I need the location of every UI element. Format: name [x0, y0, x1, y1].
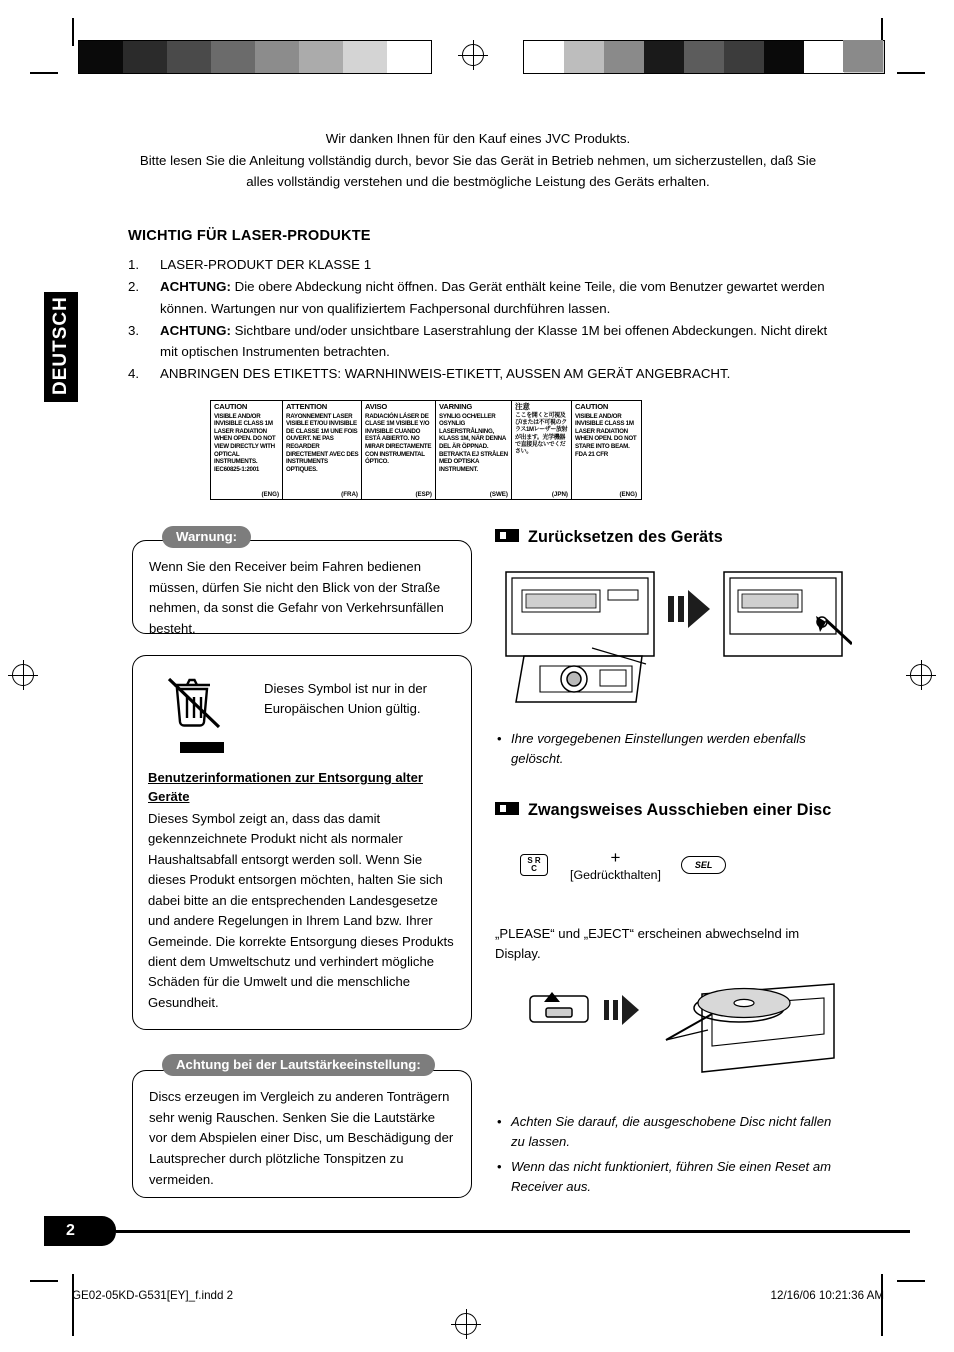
eject-illustration [516, 970, 846, 1090]
caution-cell-title: CAUTION [214, 402, 248, 411]
laser-item-text: Sichtbare und/oder unsichtbare Laserstrahlung der Klasse 1M bei offenen Abdeckungen. Nicht direkt mit optischen Instrumenten betrachten. [160, 322, 828, 360]
caution-cell-lang: (ENG) [619, 491, 637, 498]
intro-text [128, 128, 828, 193]
caution-cell-body: RAYONNEMENT LASER VISIBLE ET/OU INVISIBLE DE CLASSE 1M UNE FOIS OUVERT. NE PAS REGARDER DIRECTEMENT AVEC DES INSTRUMENTS OPTIQUES. [286, 412, 359, 473]
laser-item-bold: ACHTUNG: [160, 279, 231, 295]
eject-display-note: „PLEASE“ und „EJECT“ erscheinen abwechselnd im Display. [495, 926, 800, 962]
page-edge-line-left [72, 1274, 74, 1336]
caution-cell-jpn [512, 401, 572, 499]
caution-cell-title: VARNING [439, 402, 473, 411]
laser-item-number: 2. [128, 279, 140, 295]
caution-cell-body: RADIACIÓN LÁSER DE CLASE 1M VISIBLE Y/O INVISIBLE CUANDO ESTÁ ABIERTO. NO MIRAR DIRECTAMENTE CON INSTRUMENTAL ÓPTICO. [365, 412, 432, 466]
laser-section-heading: WICHTIG FÜR LASER-PRODUKTE [128, 228, 371, 244]
caution-cell-body: SYNLIG OCH/ELLER OSYNLIG LASERSTRÅLNING, KLASS 1M, NÄR DENNA DEL ÄR ÖPPNAD. BETRAKTA EJ STRÅLEN MED OPTISKA INSTRUMENT. [439, 412, 508, 473]
laser-list-item-3 [128, 320, 828, 363]
crop-mark-tl-h [30, 72, 58, 74]
intro-line-1: Wir danken Ihnen für den Kauf eines JVC Produkts. [325, 131, 631, 146]
eject-key-combo [520, 848, 840, 882]
warning-box [132, 540, 472, 637]
registration-mark-top [462, 44, 484, 66]
laser-item-text: ANBRINGEN DES ETIKETTS: WARNHINWEIS-ETIKETT, AUSSEN AM GERÄT ANGEBRACHT. [160, 366, 731, 382]
intro-line-3: alles vollständig verstehen und die bestmögliche Leistung des Geräts erhalten. [246, 174, 710, 190]
caution-cell-body: VISIBLE AND/OR INVISIBLE CLASS 1M LASER RADIATION WHEN OPEN. DO NOT VIEW DIRECTLY WITH OPTICAL INSTRUMENTS. IEC60825-1:2001 [214, 412, 276, 473]
laser-item-text: Die obere Abdeckung nicht öffnen. Das Gerät enthält keine Teile, die vom Benutzer gewartet werden können. Wartungen nur von qualifiziertem Fachpersonal durchführen lassen. [160, 279, 825, 316]
laser-list [128, 254, 828, 386]
registration-mark-right [910, 664, 932, 686]
crossed-out-wheelie-bin-icon [163, 671, 225, 733]
caution-cell-title: 注意 [515, 402, 530, 411]
caution-cell-body: ここを開くと可視及び/または不可視のクラス1Mレーザー放射が出ます。光学機器で直接見ないでください。 [515, 412, 568, 456]
laser-item-number: 4. [128, 366, 140, 382]
eject-bullet-1: • Achten Sie darauf, die ausgeschobene Disc nicht fallen zu lassen. [495, 1112, 835, 1153]
caution-cell-title: ATTENTION [286, 402, 328, 411]
eject-bullet-2: • Wenn das nicht funktioniert, führen Sie einen Reset am Receiver aus. [495, 1157, 835, 1198]
section-marker-icon [495, 529, 519, 542]
laser-item-bold: ACHTUNG: [160, 322, 231, 338]
intro-line-2: Bitte lesen Sie die Anleitung vollständig durch, bevor Sie das Gerät in Betrieb nehmen, um sicherzustellen, daß Sie [139, 152, 817, 168]
caution-cell-lang: (FRA) [341, 491, 358, 498]
registration-mark-left [12, 664, 34, 686]
crop-mark-br-h [897, 1280, 925, 1282]
laser-list-item-4 [128, 363, 828, 384]
reset-heading [495, 528, 723, 547]
caution-cell-lang: (SWE) [489, 491, 508, 498]
disposal-bar-icon [180, 742, 224, 753]
caution-cell-esp [362, 401, 436, 499]
language-tab [44, 292, 78, 402]
crop-mark-tr-h [897, 72, 925, 74]
page-number: 2 [44, 1216, 116, 1246]
caution-cell-title: AVISO [365, 402, 388, 411]
plus-sign: + [610, 848, 621, 867]
footer-timestamp: 12/16/06 10:21:36 AM [770, 1289, 884, 1302]
caution-cell-lang: (ENG) [261, 491, 279, 498]
laser-item-text: LASER-PRODUKT DER KLASSE 1 [160, 257, 372, 272]
reset-bullet-1: • Ihre vorgegebenen Einstellungen werden ebenfalls gelöscht. [495, 729, 835, 770]
caution-cell-lang: (ESP) [415, 491, 432, 498]
caution-cell-body: VISIBLE AND/OR INVISIBLE CLASS 1M LASER RADIATION WHEN OPEN. DO NOT STARE INTO BEAM. FDA 21 CFR [575, 412, 637, 458]
caution-cell-eng [211, 401, 283, 499]
language-tab-label: DEUTSCH [50, 296, 71, 395]
caution-label-graphic [210, 400, 642, 500]
disposal-heading: Benutzerinformationen zur Entsorgung alter Geräte [148, 770, 423, 804]
page-edge-line-right [881, 1274, 883, 1336]
registration-mark-bottom [455, 1313, 477, 1335]
footer-rule [116, 1230, 910, 1233]
crop-mark-bl-h [30, 1280, 58, 1282]
volume-caution-tag: Achtung bei der Lautstärkeeinstellung: [162, 1054, 435, 1076]
laser-item-number: 1. [128, 257, 140, 272]
color-bar-right [523, 40, 885, 74]
color-bar-right-tail [843, 40, 883, 72]
eject-heading-label: Zwangsweises Ausschieben einer Disc [528, 801, 832, 819]
reset-bullets [495, 729, 835, 774]
disposal-body: Dieses Symbol zeigt an, dass das damit gekennzeichnete Produkt nicht als normaler Haushaltsabfall entsorgt werden soll. Wenn Sie dieses Produkt entsorgen möchten, halten Sie sich dabei bitte an die entsprechenden Landesgesetze und andere Regelungen in Ihrem Land bzw. Ihrer Gemeinde. Die korrekte Entsorgung dieses Produkts dient dem Umweltschutz und verhindert mögliche Schäden für die Umwelt und die menschliche Gesundheit. [148, 811, 454, 1010]
src-button-icon[interactable]: S R C [520, 854, 548, 876]
laser-list-item-1 [128, 254, 828, 275]
reset-heading-label: Zurücksetzen des Geräts [528, 528, 723, 546]
caution-cell-fra [283, 401, 362, 499]
disposal-symbol-note: Dieses Symbol ist nur in der Europäischen Union gültig. [264, 681, 428, 717]
volume-caution-box [132, 1070, 472, 1198]
eject-bullets [495, 1112, 835, 1201]
laser-item-number: 3. [128, 322, 140, 338]
footer-filename: GE02-05KD-G531[EY]_f.indd 2 [72, 1289, 234, 1302]
caution-cell-lang: (JPN) [551, 491, 568, 498]
warning-text: Wenn Sie den Receiver beim Fahren bedienen müssen, dürfen Sie nicht den Blick von der Straße nehmen, da sonst die Gefahr von Verkehrsunfällen besteht. [149, 559, 444, 637]
eject-heading [495, 801, 831, 820]
warning-tag: Warnung: [162, 526, 251, 548]
sel-button-icon[interactable]: SEL [681, 856, 727, 874]
crop-mark-tl-v [72, 18, 74, 46]
caution-cell-title: CAUTION [575, 402, 609, 411]
hold-note: [Gedrückthalten] [570, 868, 661, 882]
section-marker-icon [495, 802, 519, 815]
volume-caution-text: Discs erzeugen im Vergleich zu anderen Tonträgern sehr wenig Rauschen. Senken Sie die Lautstärke vor dem Abspielen einer Disc, um Beschädigung der Lautsprecher durch plötzliche Tonspitzen zu vermeiden. [149, 1089, 454, 1187]
caution-cell-swe [436, 401, 512, 499]
color-bar-left [78, 40, 432, 74]
laser-list-item-2 [128, 276, 828, 319]
reset-illustration [496, 560, 852, 718]
caution-cell-fda [572, 401, 640, 499]
